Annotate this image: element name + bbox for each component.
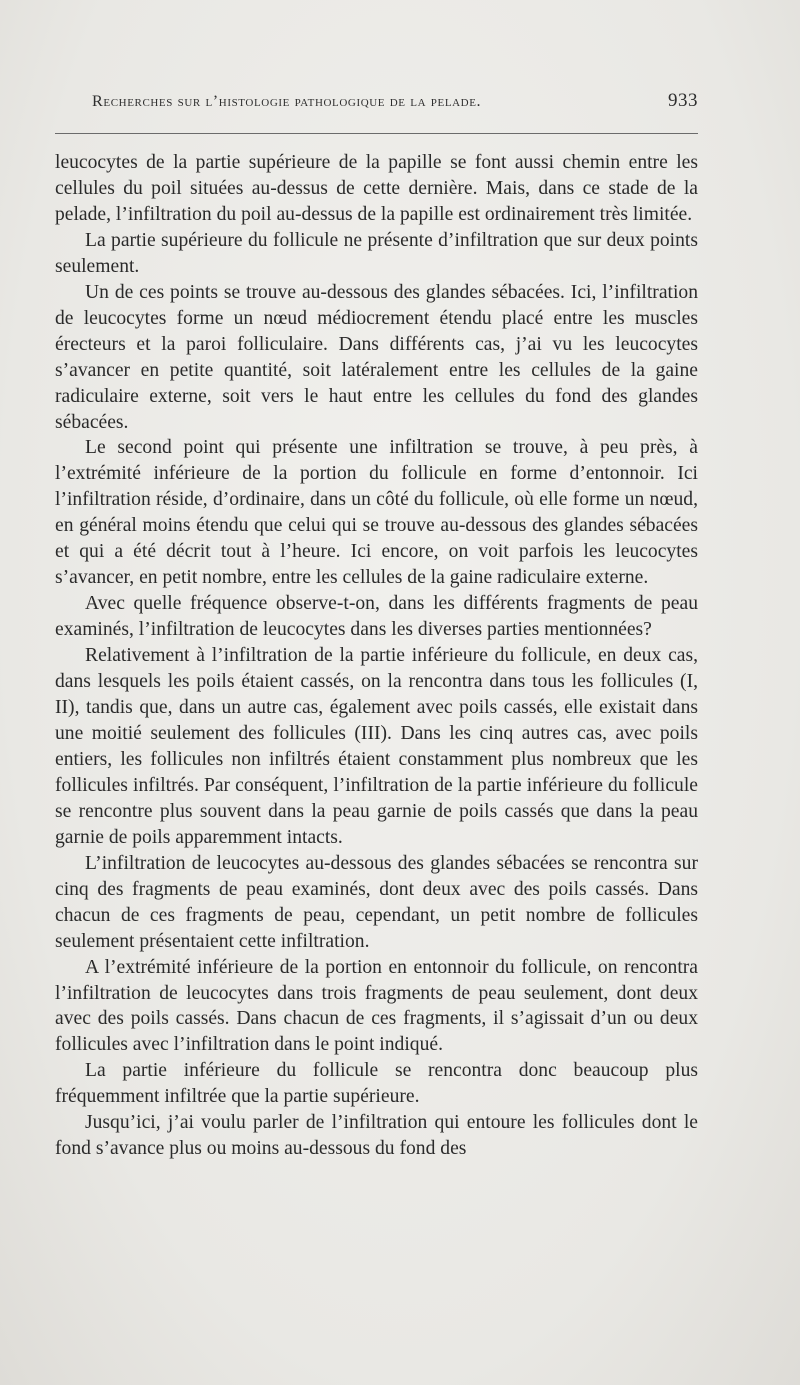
paragraph: Jusqu’ici, j’ai voulu parler de l’infiltration qui entoure les follicules dont le fond s’avance plus ou moins au-dessous du fond des [55,1112,698,1160]
paragraph: A l’extrémité inférieure de la portion en entonnoir du follicule, on rencontra l’infiltration de leucocytes dans trois fragments de peau seulement, dont deux avec des poils cassés. Dans chacun de ces fragments, il s’agissait d’un ou deux follicules avec l’infiltration dans le point indiqué. [55,956,698,1056]
paragraph: Avec quelle fréquence observe-t-on, dans les différents fragments de peau examinés, l’infiltration de leucocytes dans les diverses parties mentionnées? [55,593,698,641]
paragraph: Relativement à l’infiltration de la partie inférieure du follicule, en deux cas, dans lesquels les poils étaient cassés, on la rencontra dans tous les follicules (I, II), tandis que, dans un autre cas, également avec poils cassés, elle existait dans une moitié seulement des follicules (III). Dans les cinq autres cas, avec poils entiers, les follicules non infiltrés étaient constamment plus nombreux que les follicules infiltrés. Par conséquent, l’infiltration de la partie inférieure du follicule se rencontre plus souvent dans la peau garnie de poils cassés que dans la peau garnie de poils apparemment intacts. [55,645,698,848]
header-rule [55,133,698,134]
page-header [92,92,698,120]
paragraph: L’infiltration de leucocytes au-dessous des glandes sébacées se rencontra sur cinq des fragments de peau examinés, dont deux avec des poils cassés. Dans chacun de ces fragments de peau, cependant, un petit nombre de follicules seulement présentaient cette infiltration. [55,852,698,952]
paragraph: La partie inférieure du follicule se rencontra donc beaucoup plus fréquemment infiltrée que la partie supérieure. [55,1060,698,1108]
paragraph: Un de ces points se trouve au-dessous des glandes sébacées. Ici, l’infiltration de leucocytes forme un nœud médiocrement étendu placé entre les muscles érecteurs et la paroi folliculaire. Dans différents cas, j’ai vu les leucocytes s’avancer en petite quantité, soit latéralement entre les cellules de la gaine radiculaire externe, soit vers le haut entre les cellules du fond des glandes sébacées. [55,281,698,433]
paragraph: leucocytes de la partie supérieure de la papille se font aussi chemin entre les cellules du poil situées au-dessus de cette dernière. Mais, dans ce stade de la pelade, l’infiltration du poil au-dessus de la papille est ordinairement très limitée. [55,152,698,225]
paragraph: La partie supérieure du follicule ne présente d’infiltration que sur deux points seulement. [55,229,698,277]
running-title: Recherches sur l’histologie pathologique de la pelade. [92,92,482,110]
page-number: 933 [668,90,698,111]
body-text [55,150,698,1162]
paragraph: Le second point qui présente une infiltration se trouve, à peu près, à l’extrémité inférieure de la portion du follicule en forme d’entonnoir. Ici l’infiltration réside, d’ordinaire, dans un côté du follicule, où elle forme un nœud, en général moins étendu que celui qui se trouve au-dessous des glandes sébacées et qui a été décrit tout à l’heure. Ici encore, on voit parfois les leucocytes s’avancer, en petit nombre, entre les cellules de la gaine radiculaire externe. [55,437,698,589]
